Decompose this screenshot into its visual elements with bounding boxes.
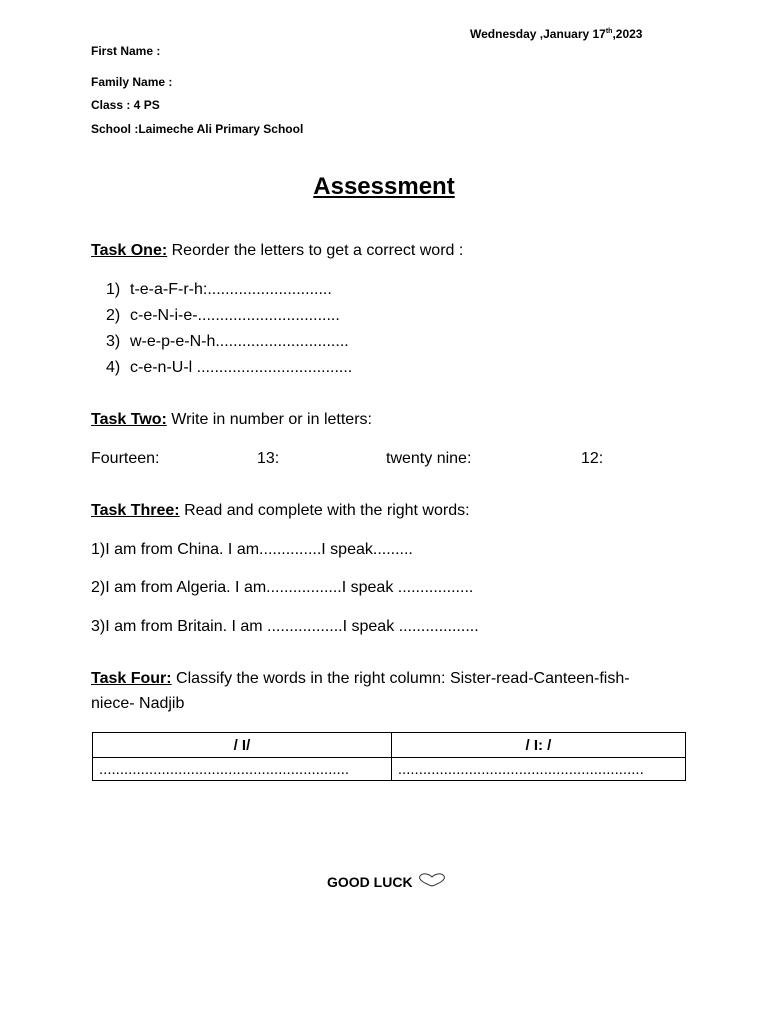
- table-cell: ............................................................: [93, 758, 392, 781]
- item-number: 3): [106, 333, 121, 350]
- item-number: 4): [106, 359, 121, 376]
- heart-outline-icon: [417, 872, 447, 891]
- good-luck-text: GOOD LUCK: [327, 873, 413, 890]
- sentence-line: 1)I am from China. I am..............I speak.........: [91, 541, 413, 558]
- list-item: [106, 303, 352, 329]
- task-two-label: Task Two:: [91, 411, 167, 428]
- number-item: twenty nine:: [386, 450, 472, 467]
- column-header: / I: /: [391, 733, 685, 758]
- task-four-label: Task Four:: [91, 670, 172, 687]
- task-one-list: [106, 277, 352, 381]
- item-number: 2): [106, 307, 121, 324]
- task-three-heading: [91, 502, 470, 520]
- task-four-heading: [91, 670, 630, 688]
- date-line: [470, 27, 642, 41]
- good-luck: [327, 872, 447, 891]
- table-header-row: [93, 733, 686, 758]
- task-one-instruction: Reorder the letters to get a correct word :: [167, 242, 464, 259]
- table-row: [93, 758, 686, 781]
- page-title: Assessment: [313, 173, 455, 200]
- list-item: [106, 355, 352, 381]
- sentence-line: 3)I am from Britain. I am .................I speak ..................: [91, 618, 479, 635]
- item-text: t-e-a-F-r-h:............................: [130, 281, 332, 298]
- item-text: w-e-p-e-N-h..............................: [130, 333, 349, 350]
- number-item: 13:: [257, 450, 280, 467]
- school-label: School :Laimeche Ali Primary School: [91, 122, 304, 136]
- list-item: [106, 277, 352, 303]
- task-one-heading: [91, 242, 463, 260]
- task-three-label: Task Three:: [91, 502, 180, 519]
- number-item: 12:: [581, 450, 604, 467]
- date-year: ,2023: [612, 27, 643, 41]
- first-name-label: First Name :: [91, 44, 161, 58]
- column-header: / I/: [93, 733, 392, 758]
- sentence-line: 2)I am from Algeria. I am.................I speak .................: [91, 579, 474, 596]
- task-three-instruction: Read and complete with the right words:: [179, 502, 470, 519]
- task-four-instruction: Classify the words in the right column: Sister-read-Canteen-fish-: [171, 670, 630, 687]
- classification-table: [92, 732, 686, 781]
- class-label: Class : 4 PS: [91, 98, 160, 112]
- task-one-label: Task One:: [91, 242, 168, 259]
- date-suffix: th: [605, 28, 613, 35]
- item-number: 1): [106, 281, 121, 298]
- family-name-label: Family Name :: [91, 75, 173, 89]
- task-two-heading: [91, 411, 372, 429]
- task-four-instruction-cont: niece- Nadjib: [91, 695, 185, 712]
- item-text: c-e-n-U-l ...................................: [130, 359, 353, 376]
- number-item: Fourteen:: [91, 450, 160, 467]
- task-two-instruction: Write in number or in letters:: [166, 411, 372, 428]
- item-text: c-e-N-i-e-................................: [130, 307, 340, 324]
- list-item: [106, 329, 352, 355]
- table-cell: ...........................................................: [391, 758, 685, 781]
- date-main: Wednesday ,January 17: [470, 27, 606, 41]
